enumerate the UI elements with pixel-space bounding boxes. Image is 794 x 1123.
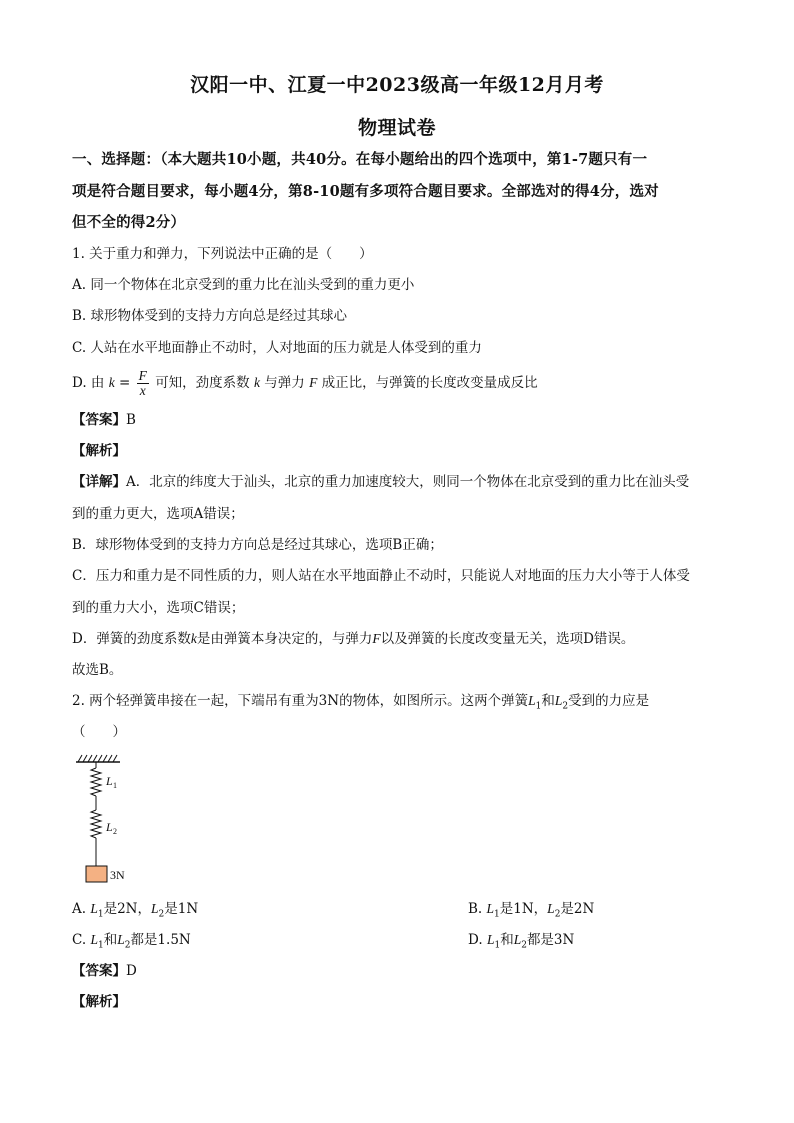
- detail-d-k: k: [190, 631, 197, 646]
- q1-conclusion: 故选B。: [72, 662, 123, 678]
- q1-optd-eq: =: [119, 375, 135, 391]
- q1-option-c: C. 人站在水平地面静止不动时，人对地面的压力就是人体受到的重力: [72, 340, 482, 356]
- opt-d-text1: 和: [500, 932, 514, 948]
- opt-c-text2: 都是1.5N: [130, 932, 191, 948]
- q1-option-a: A. 同一个物体在北京受到的重力比在汕头受到的重力更小: [72, 277, 415, 293]
- weight-block: [86, 866, 107, 882]
- opt-b-l1-sub: 1: [494, 909, 500, 920]
- opt-d-l1: L: [486, 932, 495, 947]
- opt-a-l1-sub: 1: [97, 909, 104, 920]
- q1-optd-prefix: D. 由: [72, 375, 105, 391]
- answer-value: D: [126, 963, 137, 979]
- opt-c-l1-sub: 1: [97, 940, 104, 951]
- q1-answer: [72, 410, 724, 430]
- q2-option-c: [72, 932, 191, 951]
- opt-c-pre: C.: [72, 932, 91, 948]
- opt-b-l2-sub: 2: [554, 909, 561, 920]
- q2-stem-pre: 2. 两个轻弹簧串接在一起，下端吊有重为3N的物体，如图所示。这两个弹簧: [72, 693, 529, 709]
- q2-answer: [72, 961, 724, 981]
- q2-paren: （ ）: [72, 724, 126, 740]
- question-1-stem: 1. 关于重力和弹力，下列说法中正确的是（ ）: [72, 246, 373, 262]
- q2-stem-l2-sub: 2: [562, 701, 569, 712]
- opt-b-pre: B.: [468, 901, 487, 917]
- q1-detail-a-line1: [72, 472, 724, 492]
- opt-d-l2-sub: 2: [521, 940, 527, 951]
- q1-optd-f: F: [309, 375, 318, 390]
- opt-d-l2: L: [513, 932, 522, 947]
- spring-l1: [91, 768, 101, 796]
- opt-a-pre: A.: [72, 901, 91, 917]
- detail-d-post: 以及弹簧的长度改变量无关，选项D错误。: [380, 631, 635, 647]
- opt-b-text2: 是2N: [560, 901, 595, 917]
- q1-detail-c-line1: C．压力和重力是不同性质的力，则人站在水平地面静止不动时，只能说人对地面的压力大小等于人体受: [72, 568, 690, 584]
- q2-stem-post: 受到的力应是: [568, 693, 650, 709]
- exam-subtitle: 物理试卷: [357, 117, 436, 139]
- opt-a-l1: L: [90, 901, 98, 916]
- question-2-stem: [72, 691, 724, 717]
- q2-stem-and: 和: [541, 693, 555, 709]
- label-l1: L: [106, 774, 113, 788]
- opt-c-text1: 和: [103, 932, 118, 948]
- q1-optd-k: k: [108, 375, 115, 390]
- ceiling-hatch: [78, 755, 117, 762]
- opt-c-l2: L: [117, 932, 125, 947]
- q2-stem-l1-sub: 1: [535, 701, 542, 712]
- q1-detail-c-line2: 到的重力大小，选项C错误；: [72, 600, 245, 616]
- q1-optd-mid: 可知，劲度系数: [155, 375, 250, 391]
- q1-detail-d: [72, 629, 724, 649]
- q1-optd-fraction: [137, 369, 149, 398]
- q2-analysis-tag: 【解析】: [72, 994, 126, 1010]
- q1-analysis-tag: 【解析】: [72, 443, 126, 459]
- q2-option-d: [468, 930, 574, 956]
- label-l2-sub: 2: [113, 827, 117, 836]
- section-intro-line3: 但不全的得2分）: [72, 214, 186, 231]
- fraction-numerator: F: [138, 368, 147, 383]
- opt-c-l2-sub: 2: [124, 940, 131, 951]
- opt-c-l1: L: [90, 932, 98, 947]
- q2-stem-l2: L: [554, 693, 563, 708]
- q1-optd-suffix: 成正比，与弹簧的长度改变量成反比: [321, 375, 538, 391]
- detail-a-text: A．北京的纬度大于汕头，北京的重力加速度较大，则同一个物体在北京受到的重力比在汕头受: [126, 474, 690, 490]
- q2-stem-l1: L: [528, 693, 536, 708]
- answer-tag: 【答案】: [72, 412, 126, 428]
- q2-option-a: [72, 901, 199, 920]
- q2-options-row2: [72, 930, 724, 956]
- fraction-denominator: x: [139, 383, 146, 398]
- opt-a-l2: L: [151, 901, 159, 916]
- exam-title: 汉阳一中、江夏一中2023级高一年级12月月考: [190, 74, 604, 96]
- q2-option-b: [468, 899, 594, 925]
- opt-d-text2: 都是3N: [526, 932, 575, 948]
- label-l1-sub: 1: [113, 781, 117, 790]
- opt-b-l2: L: [547, 901, 555, 916]
- detail-d-mid: 是由弹簧本身决定的，与弹力: [196, 631, 373, 647]
- label-l2: L: [106, 820, 113, 834]
- detail-d-f: F: [372, 631, 381, 646]
- opt-d-pre: D.: [468, 932, 487, 948]
- opt-a-text2: 是1N: [164, 901, 199, 917]
- weight-label: 3N: [110, 868, 125, 882]
- opt-d-l1-sub: 1: [494, 940, 501, 951]
- opt-a-text1: 是2N，: [103, 901, 151, 917]
- spring-figure: [72, 752, 162, 888]
- q1-detail-b: B．球形物体受到的支持力方向总是经过其球心，选项B正确；: [72, 537, 443, 553]
- section-intro-line1: 一、选择题：（本大题共10小题，共40分。在每小题给出的四个选项中，第1-7题只有一: [72, 151, 648, 168]
- q1-option-d: [72, 368, 724, 398]
- q1-detail-a-line2: 到的重力更大，选项A错误；: [72, 506, 244, 522]
- q1-optd-mid2: 与弹力: [264, 375, 305, 391]
- spring-diagram: [72, 752, 162, 888]
- spring-l2: [91, 810, 101, 838]
- opt-b-l1: L: [486, 901, 495, 916]
- q2-options-row1: [72, 899, 724, 925]
- detail-d-pre: D．弹簧的劲度系数: [72, 631, 191, 647]
- answer-tag: 【答案】: [72, 963, 126, 979]
- q1-option-b: B. 球形物体受到的支持力方向总是经过其球心: [72, 308, 348, 324]
- q1-optd-k2: k: [253, 375, 260, 390]
- answer-value: B: [126, 412, 136, 428]
- opt-a-l2-sub: 2: [158, 909, 165, 920]
- detail-tag: 【详解】: [72, 474, 126, 490]
- section-intro-line2: 项是符合题目要求，每小题4分，第8-10题有多项符合题目要求。全部选对的得4分，选对: [72, 183, 659, 200]
- opt-b-text1: 是1N，: [499, 901, 548, 917]
